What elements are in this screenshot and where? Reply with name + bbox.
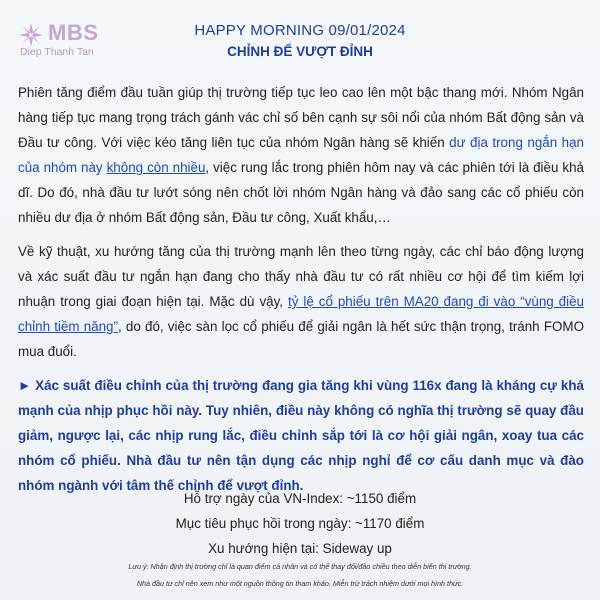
- paragraph1-highlight-a: dư địa trong ngắn hạn của nhóm này: [18, 135, 584, 175]
- paragraph1-text-a: Phiên tăng điểm đầu tuần giúp thị trường tiếp tục leo cao lên một bậc thang mới. Nhóm Ngân hàng tiếp tục mang trọng trách gánh vác chỉ số bên cạnh sự sôi nổi của nhóm Bất động sản và Đầu tư công. Với việc kéo tăng liên tục của nhóm Ngân hàng sẽ khiến: [18, 85, 584, 150]
- paragraph1-text-b: , việc rung lắc trong phiên hôm nay và các phiên tới là điều khả dĩ. Do đó, nhà đầu tư lướt sóng nên chốt lời nhóm Ngân hàng và đảo sang các cổ phiếu còn nhiều dư địa ở nhóm Bất động sản, Đầu tư công, Xuất khẩu,…: [18, 160, 584, 225]
- page-title: HAPPY MORNING 09/01/2024: [194, 22, 406, 39]
- paragraph-recommendation: ► Xác suất điều chỉnh của thị trường đang gia tăng khi vùng 116x đang là kháng cự khá mạnh của nhịp phục hồi này. Tuy nhiên, điều này không có nghĩa thị trường sẽ quay đầu giảm, ngược lại, các nhịp rung lắc, điều chỉnh sắp tới là cơ hội giải ngân, xoay tua các nhóm cổ phiếu. Nhà đầu tư nên tận dụng các nhịp nghỉ để cơ cấu danh mục và đào nhóm ngành với tâm thế chỉnh để vượt đỉnh.: [18, 378, 584, 493]
- brand-subtitle: Diep Thanh Tan: [20, 46, 94, 58]
- key-levels: [0, 486, 600, 561]
- paragraph-technical: [18, 239, 584, 364]
- stat-trend: Xu hướng hiện tại: Sideway up: [208, 541, 392, 556]
- disclaimer-line-1: Lưu ý: Nhận định thị trường chỉ là quan điểm cá nhân và có thể thay đổi/đảo chiều theo diễn biến thị trường.: [128, 562, 472, 571]
- paragraph1-highlight-b: không còn nhiều: [106, 160, 206, 175]
- paragraph2-text-a: Về kỹ thuật, xu hướng tăng của thị trường mạnh lên theo từng ngày, các chỉ báo động lượng và xác suất đầu tư ngắn hạn đang cho thấy nhà đầu tư có rất nhiều cơ hội để tìm kiếm lợi nhuận trong giai đoạn hiện tại. Mặc dù vậy,: [18, 244, 584, 309]
- stat-target: Mục tiêu phục hồi trong ngày: ~1170 điểm: [175, 516, 425, 531]
- paragraph2-highlight: tỷ lệ cổ phiếu trên MA20 đang đi vào “vùng điều chỉnh tiềm năng”: [18, 294, 585, 334]
- page-subtitle: CHỈNH ĐỂ VƯỢT ĐỈNH: [227, 44, 373, 59]
- disclaimer: [0, 558, 600, 592]
- paragraph-market-summary: [18, 80, 584, 230]
- stat-support: Hỗ trợ ngày của VN-Index: ~1150 điểm: [183, 491, 417, 506]
- disclaimer-line-2: Nhà đầu tư chỉ nên xem như một nguồn thông tin tham khảo. Miễn trừ trách nhiệm dưới mọi hình thức.: [136, 579, 464, 588]
- article-body: [18, 80, 584, 498]
- paragraph2-text-b: , do đó, việc sàn lọc cổ phiếu để giải ngân là hết sức thận trọng, tránh FOMO mua đuổi.: [18, 319, 585, 359]
- brand-name: MBS: [48, 20, 99, 45]
